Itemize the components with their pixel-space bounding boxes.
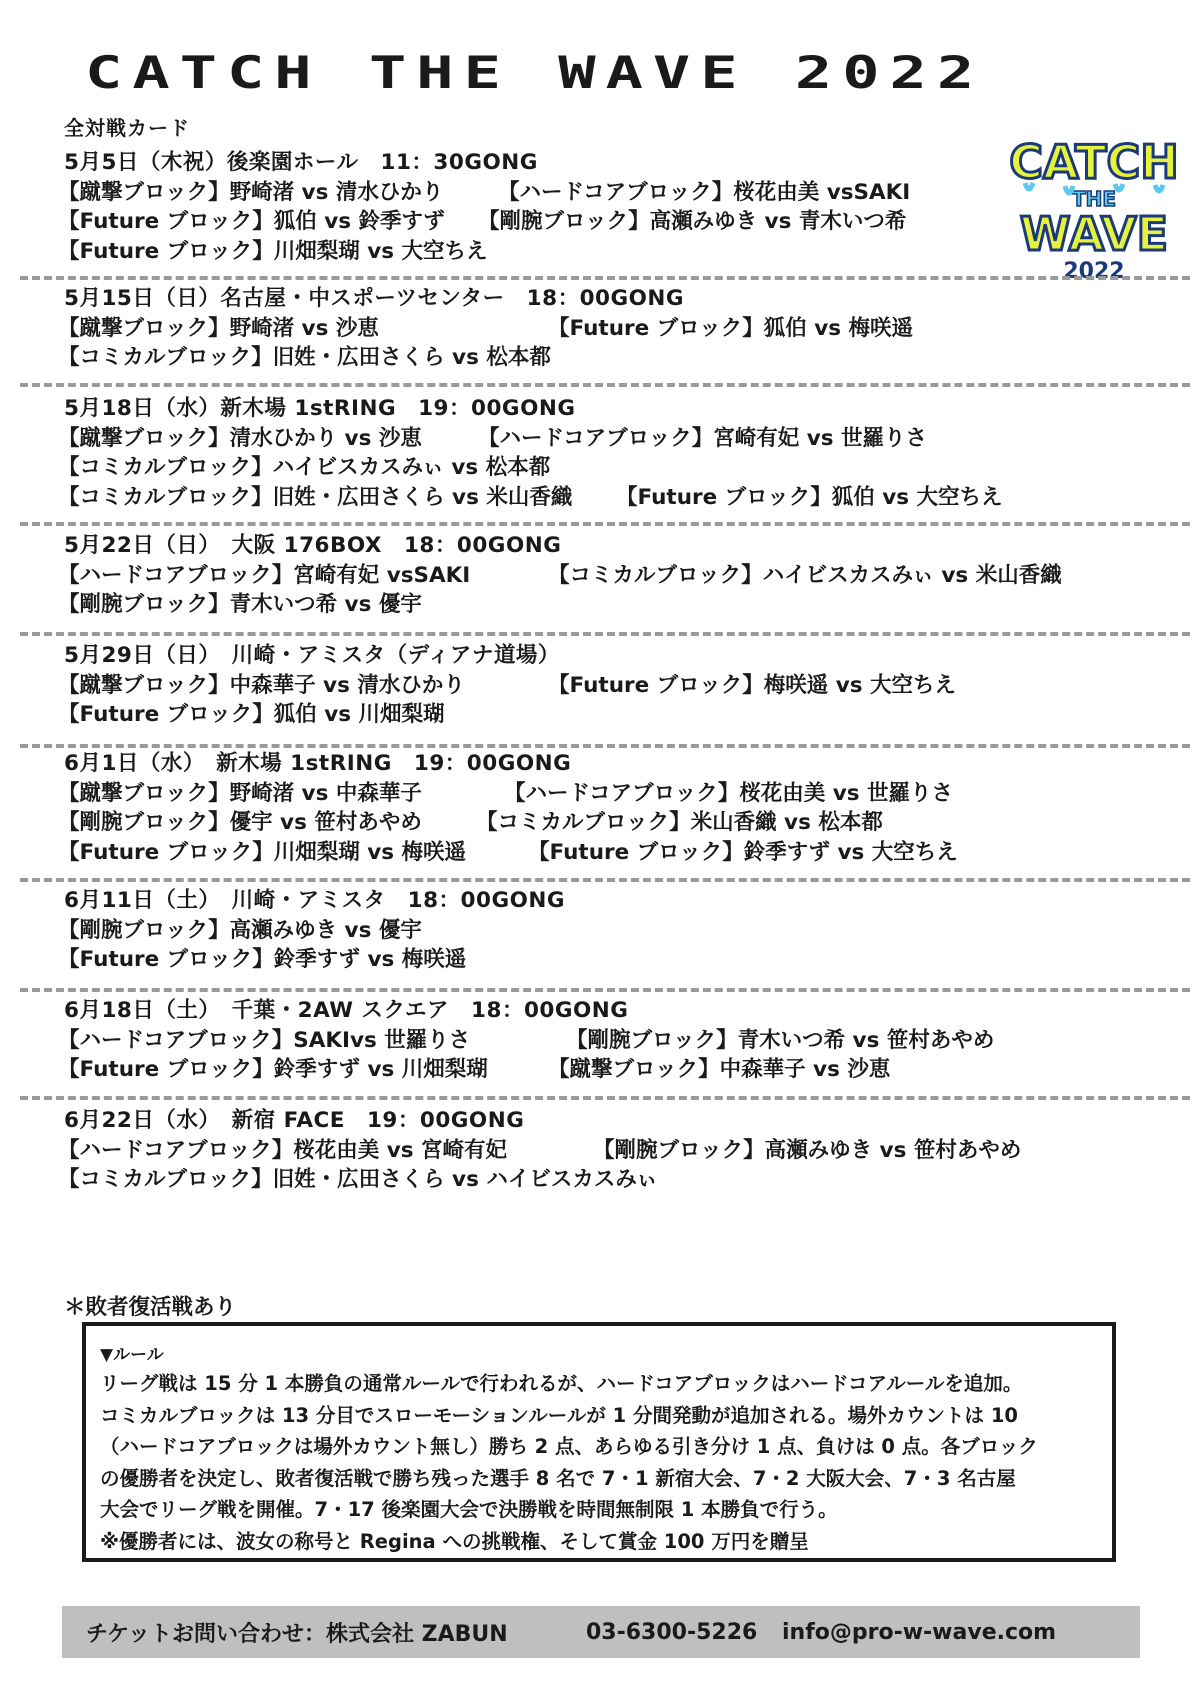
match-card: 【蹴撃ブロック】野崎渚 vs 清水ひかり [58,179,444,205]
rules-line: 大会でリーグ戦を開催。7・17 後楽園大会で決勝戦を時間無制限 1 本勝負で行う。 [100,1498,838,1521]
match-card: 【Future ブロック】川畑梨瑚 vs 大空ちえ [58,238,488,264]
rules-line: リーグ戦は 15 分 1 本勝負の通常ルールで行われるが、ハードコアブロックはハードコアルールを追加。 [100,1372,1023,1395]
match-card: 【Future ブロック】狐伯 vs 大空ちえ [616,484,1003,510]
event-block [58,1106,1198,1195]
logo-line-2: THE [1071,187,1117,211]
match-card: 【ハードコアブロック】桜花由美 vs 世羅りさ [504,780,953,806]
match-card: 【Future ブロック】鈴季すず vs 大空ちえ [528,839,958,865]
ticket-email[interactable]: info@pro-w-wave.com [782,1619,1057,1645]
event-header: 5月22日（日） 大阪 176BOX 18：00GONG [64,533,562,558]
event-header: 5月5日（木祝）後楽園ホール 11：30GONG [64,150,538,175]
rules-line: ※優勝者には、波女の称号と Regina への挑戦権、そして賞金 100 万円を贈呈 [100,1529,809,1553]
logo-line-1: CATCH [1009,135,1179,189]
match-card: 【Future ブロック】狐伯 vs 川畑梨瑚 [58,702,445,727]
match-card: 【剛腕ブロック】青木いつ希 vs 笹村あやめ [566,1027,995,1053]
match-card: 【コミカルブロック】旧姓・広田さくら vs 米山香織 [58,484,573,510]
event-block [58,284,1198,373]
page-subtitle: 全対戦カード [64,116,190,140]
ticket-phone[interactable]: 03-6300-5226 [586,1619,758,1645]
ticket-contact: チケットお問い合わせ：株式会社 ZABUN [86,1621,508,1647]
event-block [58,749,1198,867]
banner-title: CATCH THE WAVE 2022 [85,45,985,99]
rules-box [82,1322,1116,1562]
match-card: 【剛腕ブロック】優宇 vs 笹村あやめ [58,810,422,835]
match-card: 【Future ブロック】鈴季すず vs 梅咲遥 [58,947,467,972]
match-card: 【Future ブロック】川畑梨瑚 vs 梅咲遥 [58,839,467,865]
match-card: 【剛腕ブロック】青木いつ希 vs 優宇 [58,592,422,617]
match-card: 【コミカルブロック】米山香織 vs 松本都 [476,810,883,835]
ticket-footer [62,1606,1140,1658]
section-divider [20,522,1190,526]
event-header: 5月29日（日） 川崎・アミスタ（ディアナ道場） [64,643,560,668]
match-card: 【Future ブロック】鈴季すず vs 川畑梨瑚 [58,1057,488,1082]
match-card: 【ハードコアブロック】宮崎有妃 vs 世羅りさ [478,425,927,451]
match-card: 【剛腕ブロック】高瀬みゆき vs 笹村あやめ [593,1137,1022,1163]
match-card: 【Future ブロック】狐伯 vs 梅咲遥 [548,315,914,341]
rules-title: ▼ルール [100,1345,164,1365]
event-block [58,641,1198,730]
match-card: 【ハードコアブロック】桜花由美 vs 宮崎有妃 [58,1137,507,1163]
match-card: 【剛腕ブロック】高瀬みゆき vs 青木いつ希 [478,209,907,234]
match-card: 【蹴撃ブロック】中森華子 vs 沙恵 [548,1057,891,1082]
logo-line-4: 2022 [1063,259,1125,284]
section-divider [20,878,1190,882]
section-divider [20,1096,1190,1100]
match-card: 【コミカルブロック】ハイビスカスみぃ vs 米山香織 [548,562,1062,588]
match-card: 【コミカルブロック】旧姓・広田さくら vs 松本都 [58,345,551,370]
logo-line-3: WAVE [1019,207,1169,261]
event-header: 6月22日（水） 新宿 FACE 19：00GONG [64,1108,525,1133]
event-block [58,394,1198,512]
event-block [58,996,1198,1085]
event-header: 6月1日（水） 新木場 1stRING 19：00GONG [64,751,572,776]
rules-line: の優勝者を決定し、敗者復活戦で勝ち残った選手 8 名で 7・1 新宿大会、7・2 大阪大会、7・3 名古屋 [100,1466,1016,1490]
section-divider [20,744,1190,748]
match-card: 【コミカルブロック】ハイビスカスみぃ vs 松本都 [58,455,551,480]
match-card: 【蹴撃ブロック】中森華子 vs 清水ひかり [58,672,465,698]
section-divider [20,632,1190,636]
match-card: 【ハードコアブロック】宮崎有妃 vsSAKI [58,562,471,588]
section-divider [20,988,1190,992]
event-block [58,531,1198,620]
event-header: 5月18日（水）新木場 1stRING 19：00GONG [64,396,576,421]
match-card: 【Future ブロック】狐伯 vs 鈴季すず [58,209,445,234]
event-header: 6月18日（土） 千葉・2AW スクエア 18：00GONG [64,998,629,1023]
event-block [58,886,1198,975]
event-header: 6月11日（土） 川崎・アミスタ 18：00GONG [64,888,566,913]
event-header: 5月15日（日）名古屋・中スポーツセンター 18：00GONG [64,286,685,311]
match-card: 【蹴撃ブロック】野崎渚 vs 中森華子 [58,780,422,806]
match-card: 【ハードコアブロック】桜花由美 vsSAKI [498,179,911,205]
match-card: 【ハードコアブロック】SAKIvs 世羅りさ [58,1027,471,1053]
match-card: 【コミカルブロック】旧姓・広田さくら vs ハイビスカスみぃ [58,1167,658,1192]
match-card: 【蹴撃ブロック】野崎渚 vs 沙恵 [58,315,379,341]
repechage-note: ＊敗者復活戦あり [64,1295,237,1320]
match-card: 【剛腕ブロック】高瀬みゆき vs 優宇 [58,917,422,943]
rules-line: コミカルブロックは 13 分目でスローモーションルールが 1 分間発動が追加される。場外カウントは 10 [100,1403,1018,1427]
match-card: 【蹴撃ブロック】清水ひかり vs 沙恵 [58,425,422,451]
section-divider [20,276,1190,280]
section-divider [20,383,1190,387]
match-card: 【Future ブロック】梅咲遥 vs 大空ちえ [548,672,957,698]
rules-line: （ハードコアブロックは場外カウント無し）勝ち 2 点、あらゆる引き分け 1 点、負けは 0 点。各ブロック [100,1435,1038,1458]
event-block [58,148,1198,266]
